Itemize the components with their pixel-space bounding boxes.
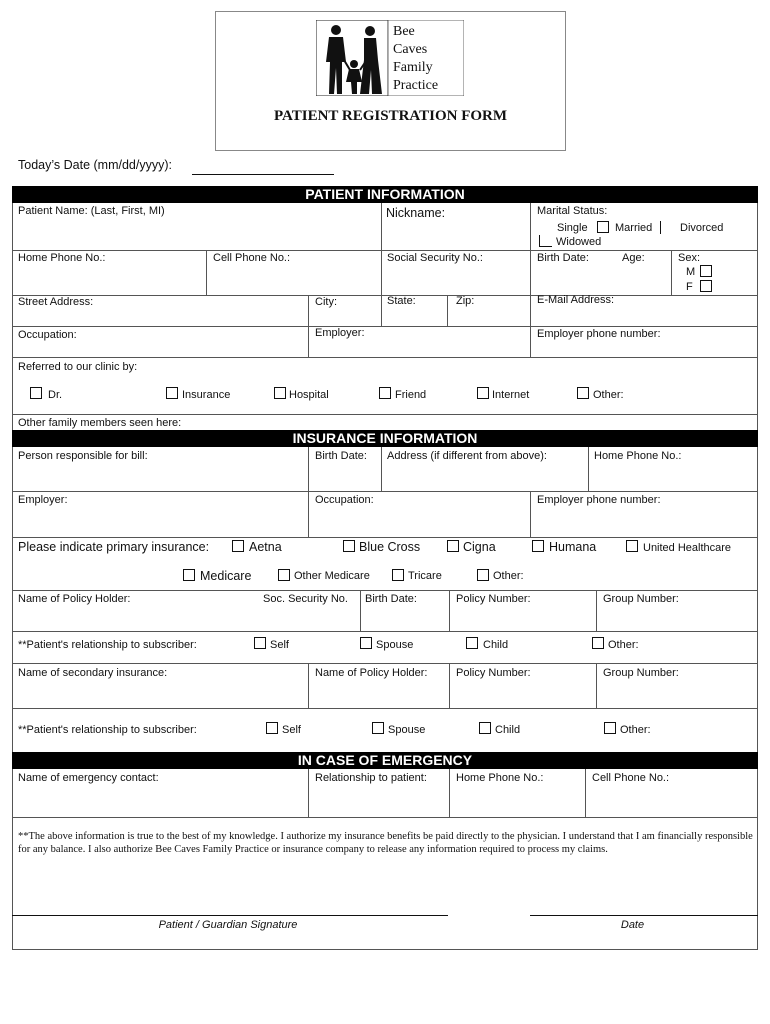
- emergency-cell-phone-label: Cell Phone No.:: [592, 772, 670, 784]
- ins-employer-phone-label: Employer phone number:: [537, 494, 661, 506]
- form-right-border: [757, 186, 758, 950]
- row-line: [12, 708, 758, 709]
- medicare-label: Medicare: [200, 569, 252, 583]
- logo-line-3: Family: [393, 60, 433, 75]
- secondary-insurance-label: Name of secondary insurance:: [18, 667, 168, 679]
- street-address-label: Street Address:: [18, 296, 94, 308]
- row-line: [12, 491, 758, 492]
- family-members-label: Other family members seen here:: [18, 417, 182, 429]
- aetna-label: Aetna: [249, 540, 282, 554]
- relationship-1-label: **Patient's relationship to subscriber:: [18, 639, 197, 651]
- occupation-label: Occupation:: [18, 329, 77, 341]
- referral-hospital-checkbox[interactable]: [274, 387, 286, 399]
- rel2-self-label: Self: [282, 724, 301, 736]
- widowed-field[interactable]: [539, 235, 552, 247]
- rel2-child-checkbox[interactable]: [479, 722, 491, 734]
- sex-m-label: M: [686, 266, 696, 278]
- form-title: PATIENT REGISTRATION FORM: [273, 108, 508, 124]
- row-line: [12, 817, 758, 818]
- referral-hospital-label: Hospital: [289, 389, 329, 401]
- patient-name-label: Patient Name: (Last, First, MI): [18, 205, 165, 217]
- referral-dr-checkbox[interactable]: [30, 387, 42, 399]
- cigna-checkbox[interactable]: [447, 540, 459, 552]
- rel1-spouse-checkbox[interactable]: [360, 637, 372, 649]
- sex-m-checkbox[interactable]: [700, 265, 712, 277]
- row-line: [12, 414, 758, 415]
- ssn-label: Social Security No.:: [387, 252, 483, 264]
- divider: [206, 250, 207, 295]
- emergency-relationship-label: Relationship to patient:: [315, 772, 427, 784]
- row-line: [12, 631, 758, 632]
- todays-date-label: Today’s Date (mm/dd/yyyy):: [18, 158, 172, 172]
- ins-home-phone-label: Home Phone No.:: [594, 450, 682, 462]
- divider: [449, 590, 450, 631]
- policy-number-label: Policy Number:: [456, 593, 531, 605]
- home-phone-label: Home Phone No.:: [18, 252, 106, 264]
- patient-information-heading: PATIENT INFORMATION: [12, 186, 758, 203]
- logo-line-4: Practice: [393, 78, 439, 93]
- age-label: Age:: [622, 252, 645, 264]
- married-label: Married: [615, 222, 653, 234]
- tricare-label: Tricare: [408, 570, 442, 582]
- rel1-child-label: Child: [483, 639, 509, 651]
- rel2-spouse-label: Spouse: [388, 724, 426, 736]
- divider: [360, 590, 361, 631]
- sex-label: Sex:: [678, 252, 701, 264]
- rel2-other-checkbox[interactable]: [604, 722, 616, 734]
- row-line: [12, 537, 758, 538]
- responsible-label: Person responsible for bill:: [18, 450, 148, 462]
- emergency-contact-label: Name of emergency contact:: [18, 772, 159, 784]
- policy-birth-date-label: Birth Date:: [365, 593, 417, 605]
- divider: [585, 769, 586, 817]
- other-medicare-label: Other Medicare: [294, 570, 370, 582]
- referral-dr-label: Dr.: [48, 389, 63, 401]
- sex-f-label: F: [686, 281, 693, 293]
- form-left-border: [12, 186, 13, 950]
- divider: [308, 769, 309, 817]
- cigna-label: Cigna: [463, 540, 496, 554]
- single-label: Single: [557, 222, 588, 234]
- insurance-information-heading: INSURANCE INFORMATION: [12, 430, 758, 447]
- rel2-spouse-checkbox[interactable]: [372, 722, 384, 734]
- form-bottom-border: [12, 949, 758, 950]
- rel1-other-checkbox[interactable]: [592, 637, 604, 649]
- divider: [530, 491, 531, 537]
- rel2-other-label: Other:: [620, 724, 651, 736]
- city-label: City:: [315, 296, 337, 308]
- primary-insurance-label: Please indicate primary insurance:: [18, 540, 210, 554]
- signature-label: Patient / Guardian Signature: [158, 919, 298, 931]
- email-label: E-Mail Address:: [537, 294, 615, 306]
- birth-date-label: Birth Date:: [537, 252, 589, 264]
- soc-sec-label: Soc. Security No.: [263, 593, 348, 605]
- divider: [308, 447, 309, 537]
- referral-insurance-label: Insurance: [182, 389, 231, 401]
- policy-number-2-label: Policy Number:: [456, 667, 531, 679]
- divider: [381, 203, 382, 250]
- emergency-home-phone-label: Home Phone No.:: [456, 772, 544, 784]
- row-line: [12, 663, 758, 664]
- medicare-checkbox[interactable]: [183, 569, 195, 581]
- ins-birth-date-label: Birth Date:: [315, 450, 367, 462]
- divider: [381, 250, 382, 295]
- signature-line[interactable]: [12, 915, 448, 916]
- group-number-label: Group Number:: [603, 593, 679, 605]
- tricare-checkbox[interactable]: [392, 569, 404, 581]
- employer-phone-label: Employer phone number:: [537, 328, 661, 340]
- sex-f-checkbox[interactable]: [700, 280, 712, 292]
- divider: [308, 663, 309, 708]
- divider: [596, 663, 597, 708]
- divider: [596, 590, 597, 631]
- row-line: [12, 295, 758, 296]
- single-checkbox[interactable]: [597, 221, 609, 233]
- divider: [671, 250, 672, 295]
- divider: [530, 326, 531, 357]
- row-line: [12, 590, 758, 591]
- widowed-label: Widowed: [556, 236, 602, 248]
- united-checkbox[interactable]: [626, 540, 638, 552]
- date-label: Date: [620, 919, 645, 931]
- bluecross-label: Blue Cross: [359, 540, 421, 554]
- nickname-label: Nickname:: [386, 206, 446, 220]
- cell-phone-label: Cell Phone No.:: [213, 252, 291, 264]
- relationship-2-label: **Patient's relationship to subscriber:: [18, 724, 197, 736]
- referral-friend-label: Friend: [395, 389, 427, 401]
- emergency-heading: IN CASE OF EMERGENCY: [12, 752, 758, 769]
- married-field[interactable]: [660, 221, 661, 234]
- row-line: [12, 250, 758, 251]
- todays-date-field[interactable]: [192, 174, 334, 175]
- row-line: [12, 357, 758, 358]
- referred-label: Referred to our clinic by:: [18, 361, 138, 373]
- divider: [381, 295, 382, 326]
- divider: [449, 769, 450, 817]
- address-label: Address (if different from above):: [387, 450, 547, 462]
- rel2-child-label: Child: [495, 724, 521, 736]
- authorization-text: **The above information is true to the best of my knowledge. I authorize my insurance benefits be paid directly to the physician. I understand that I am financially responsible for any balance. I also authorize Bee Caves Family Practice or insurance company to release any information required to process my claims.: [18, 831, 753, 855]
- practice-logo: [316, 20, 464, 96]
- row-line: [12, 326, 758, 327]
- divider: [447, 295, 448, 326]
- rel1-other-label: Other:: [608, 639, 639, 651]
- policy-holder-label: Name of Policy Holder:: [18, 593, 131, 605]
- divider: [588, 447, 589, 491]
- other-medicare-checkbox[interactable]: [278, 569, 290, 581]
- ins-other-checkbox[interactable]: [477, 569, 489, 581]
- referral-insurance-checkbox[interactable]: [166, 387, 178, 399]
- united-label: United Healthcare: [643, 542, 732, 554]
- ins-other-label: Other:: [493, 570, 524, 582]
- family-silhouette-icon: [316, 20, 464, 96]
- logo-line-2: Caves: [393, 42, 428, 57]
- aetna-checkbox[interactable]: [232, 540, 244, 552]
- rel2-self-checkbox[interactable]: [266, 722, 278, 734]
- logo-line-1: Bee: [393, 24, 415, 39]
- rel1-spouse-label: Spouse: [376, 639, 414, 651]
- referral-internet-label: Internet: [492, 389, 530, 401]
- divorced-label: Divorced: [680, 222, 724, 234]
- referral-friend-checkbox[interactable]: [379, 387, 391, 399]
- employer-label: Employer:: [315, 327, 365, 339]
- referral-internet-checkbox[interactable]: [477, 387, 489, 399]
- rel1-self-checkbox[interactable]: [254, 637, 266, 649]
- rel1-self-label: Self: [270, 639, 289, 651]
- zip-label: Zip:: [456, 295, 475, 307]
- bluecross-checkbox[interactable]: [343, 540, 355, 552]
- policy-holder-2-label: Name of Policy Holder:: [315, 667, 428, 679]
- humana-label: Humana: [549, 540, 597, 554]
- referral-other-checkbox[interactable]: [577, 387, 589, 399]
- date-line[interactable]: [530, 915, 758, 916]
- rel1-child-checkbox[interactable]: [466, 637, 478, 649]
- referral-other-label: Other:: [593, 389, 624, 401]
- state-label: State:: [387, 295, 416, 307]
- ins-employer-label: Employer:: [18, 494, 68, 506]
- divider: [530, 203, 531, 326]
- ins-occupation-label: Occupation:: [315, 494, 374, 506]
- divider: [449, 663, 450, 708]
- divider: [381, 447, 382, 491]
- group-number-2-label: Group Number:: [603, 667, 679, 679]
- humana-checkbox[interactable]: [532, 540, 544, 552]
- marital-status-label: Marital Status:: [537, 205, 608, 217]
